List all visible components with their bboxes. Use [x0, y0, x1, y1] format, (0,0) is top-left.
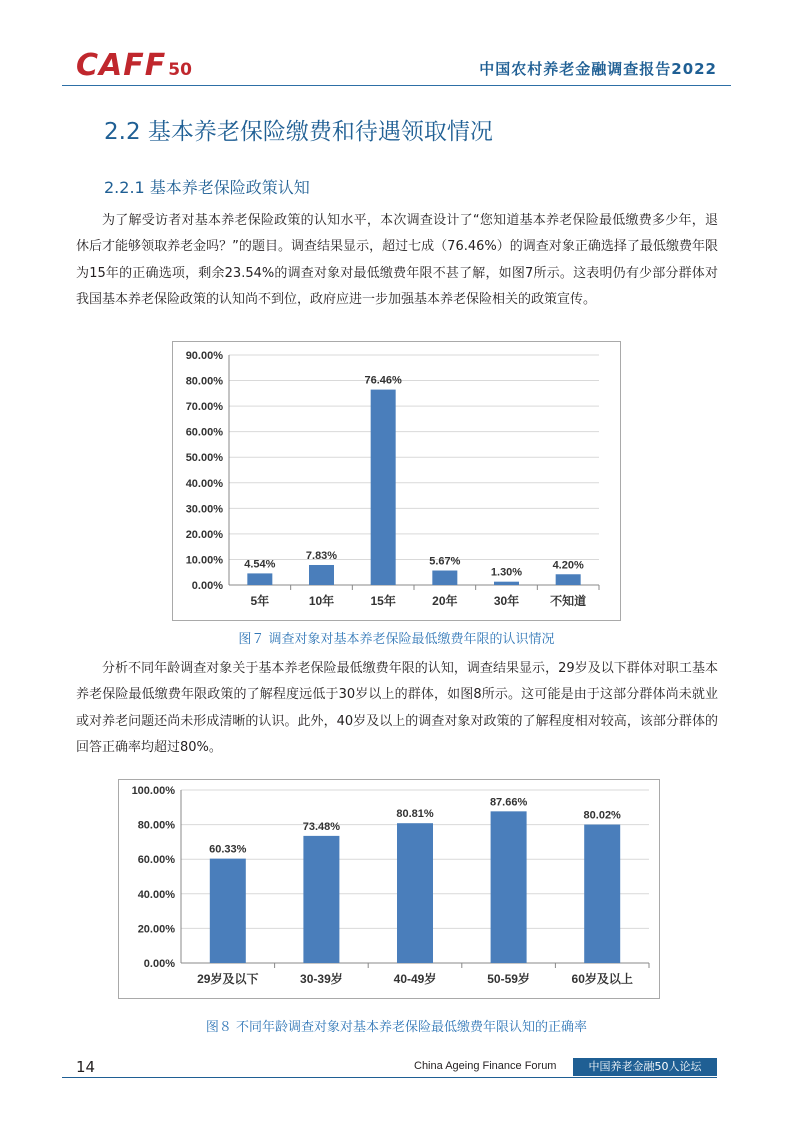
y-tick-label: 40.00% [137, 888, 175, 901]
y-tick-label: 60.00% [137, 854, 175, 867]
y-tick-label: 20.00% [137, 923, 175, 936]
x-tick-label: 60岁及以上 [571, 972, 633, 986]
bar-8-4 [584, 825, 620, 963]
data-label: 80.81% [396, 808, 434, 821]
x-tick-label: 不知道 [550, 594, 587, 608]
paragraph-policy-awareness: 为了解受访者对基本养老保险政策的认知水平，本次调查设计了“您知道基本养老保险最低缴费多少年，退休后才能够领取养老金吗？”的题目。调查结果显示，超过七成（76.46%）的调查对象正确选择了最低缴费年限为15年的正确选项，剩余23.54%的调查对象对最低缴费年限不甚了解，如图7所示。这表明仍有少部分群体对我国基本养老保险政策的认知尚不到位，政府应进一步加强基本养老保险相关的政策宣传。 [76, 213, 718, 308]
chart-8-svg [119, 780, 659, 998]
y-tick-label: 60.00% [185, 426, 223, 439]
data-label: 4.54% [244, 558, 276, 571]
chart-figure-8 [118, 779, 660, 999]
logo-suffix-text: 50 [168, 60, 192, 80]
y-tick-label: 80.00% [137, 819, 175, 832]
data-label: 5.67% [429, 555, 461, 568]
y-tick-label: 0.00% [143, 958, 175, 970]
paragraph-age-analysis: 分析不同年龄调查对象关于基本养老保险最低缴费年限的认知，调查结果显示，29岁及以下群体对职工基本养老保险最低缴费年限政策的了解程度远低于30岁以上的群体，如图8所示。这可能是由于这部分群体尚未就业或对养老问题还尚未形成清晰的认识。此外，40岁及以上的调查对象对政策的了解程度相对较高，该部分群体的回答正确率均超过80%。 [76, 661, 718, 756]
data-label: 80.02% [583, 809, 621, 822]
y-tick-label: 40.00% [185, 477, 223, 490]
page-number: 14 [76, 1058, 96, 1076]
section-heading: 2.2 基本养老保险缴费和待遇领取情况 [104, 119, 493, 145]
x-tick-label: 40-49岁 [393, 972, 437, 986]
y-tick-label: 80.00% [185, 375, 223, 388]
forum-name-english: China Ageing Finance Forum [414, 1060, 557, 1072]
report-title: 中国农村养老金融调查报告2022 [479, 60, 717, 78]
y-tick-label: 10.00% [185, 554, 223, 567]
y-tick-label: 30.00% [185, 503, 223, 516]
bar-7-2 [371, 390, 396, 585]
y-tick-label: 90.00% [185, 350, 223, 362]
footer-divider [62, 1077, 717, 1078]
x-tick-label: 29岁及以下 [197, 972, 259, 986]
y-tick-label: 20.00% [185, 528, 223, 541]
data-label: 87.66% [489, 796, 528, 809]
x-tick-label: 20年 [432, 594, 458, 608]
x-tick-label: 5年 [250, 594, 270, 608]
data-label: 73.48% [302, 820, 341, 833]
figure-7-caption: 图７ 调查对象对基本养老保险最低缴费年限的认识情况 [238, 632, 555, 647]
x-tick-label: 10年 [308, 594, 335, 608]
forum-name-badge: 中国养老金融50人论坛 [573, 1058, 717, 1076]
bar-7-5 [556, 574, 581, 585]
x-tick-label: 30年 [493, 594, 520, 608]
bar-8-0 [210, 859, 246, 963]
header-divider [62, 85, 731, 86]
y-tick-label: 50.00% [185, 452, 223, 465]
x-tick-label: 15年 [370, 594, 396, 608]
x-tick-label: 30-39岁 [300, 972, 343, 986]
caff50-logo [76, 48, 192, 83]
y-tick-label: 100.00% [131, 785, 175, 797]
subsection-heading: 2.2.1 基本养老保险政策认知 [104, 178, 310, 197]
bar-8-2 [397, 823, 433, 963]
bar-8-1 [303, 836, 339, 963]
data-label: 76.46% [364, 374, 402, 387]
bar-7-1 [309, 565, 334, 585]
bar-7-4 [494, 582, 519, 585]
bar-8-3 [491, 811, 527, 963]
bar-7-0 [247, 573, 272, 585]
logo-main-text: CAFF [76, 48, 167, 83]
data-label: 60.33% [209, 843, 247, 856]
chart-figure-7 [172, 341, 621, 621]
chart-7-svg [173, 342, 620, 620]
y-tick-label: 0.00% [191, 580, 223, 592]
x-tick-label: 50-59岁 [487, 972, 530, 986]
data-label: 4.20% [552, 559, 584, 572]
bar-7-3 [432, 571, 457, 585]
data-label: 7.83% [305, 549, 338, 562]
y-tick-label: 70.00% [185, 401, 223, 414]
data-label: 1.30% [490, 566, 523, 579]
figure-8-caption: 图８ 不同年龄调查对象对基本养老保险最低缴费年限认知的正确率 [205, 1020, 588, 1035]
